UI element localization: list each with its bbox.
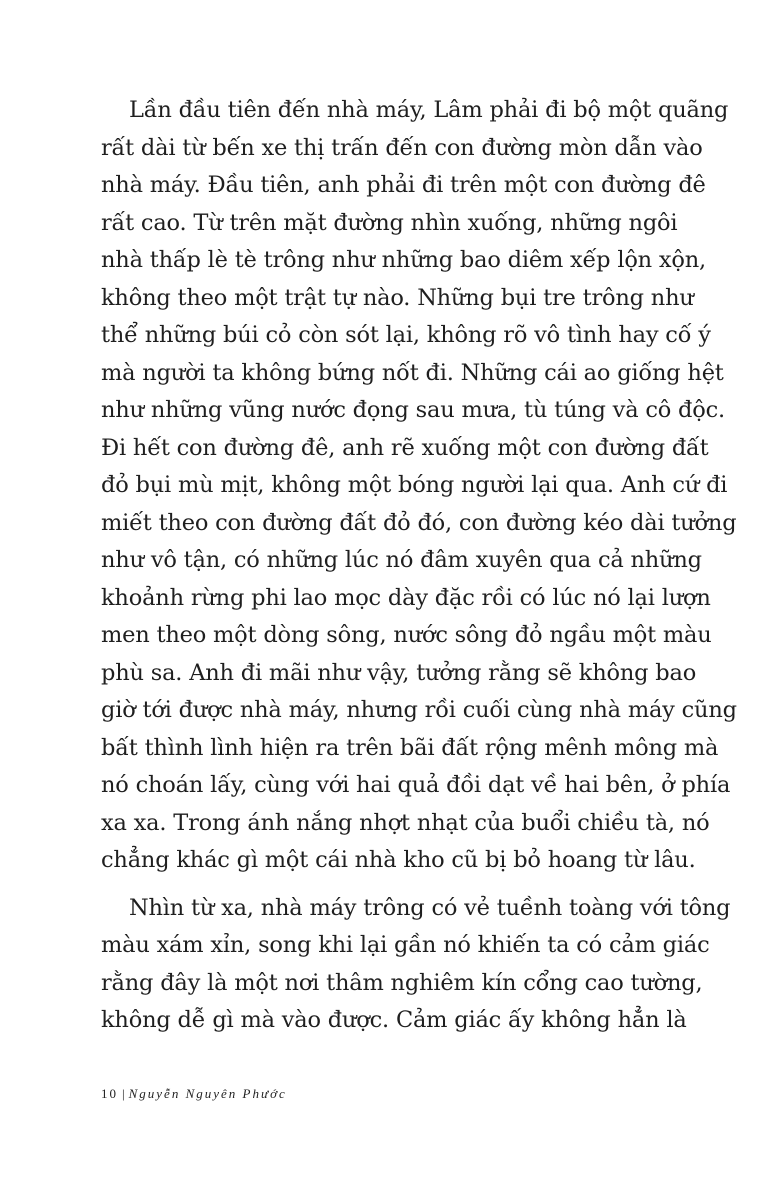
text-line: mà người ta không bứng nốt đi. Những cái ao giống hệt <box>101 359 724 386</box>
text-line: phù sa. Anh đi mãi như vậy, tưởng rằng sẽ không bao <box>101 659 697 686</box>
text-line: nhà thấp lè tè trông như những bao diêm xếp lộn xộn, <box>101 247 706 273</box>
text-line: không dễ gì mà vào được. Cảm giác ấy không hẳn là <box>101 1007 687 1033</box>
text-line: giờ tới được nhà máy, nhưng rồi cuối cùng nhà máy cũng <box>101 697 737 723</box>
page-number: 10 <box>101 1086 118 1101</box>
text-line: xa xa. Trong ánh nắng nhợt nhạt của buổi chiều tà, nó <box>101 809 710 836</box>
text-line: không theo một trật tự nào. Những bụi tre trông như <box>101 284 694 311</box>
text-line: nhà máy. Đầu tiên, anh phải đi trên một con đường đê <box>101 172 706 198</box>
text-line: men theo một dòng sông, nước sông đỏ ngầu một màu <box>101 622 712 648</box>
text-line: Đi hết con đường đê, anh rẽ xuống một con đường đất <box>101 434 709 461</box>
page-footer <box>101 1086 287 1102</box>
text-line: bất thình lình hiện ra trên bãi đất rộng mênh mông mà <box>101 734 719 761</box>
paragraph <box>101 92 737 880</box>
text-line: màu xám xỉn, song khi lại gần nó khiến ta có cảm giác <box>101 932 710 958</box>
text-line: thể những búi cỏ còn sót lại, không rõ vô tình hay cố ý <box>101 322 711 348</box>
text-line: đỏ bụi mù mịt, không một bóng người lại qua. Anh cứ đi <box>101 472 728 498</box>
footer-separator: | <box>122 1086 127 1101</box>
text-line: như vô tận, có những lúc nó đâm xuyên qua cả những <box>101 547 702 573</box>
text-line: rất cao. Từ trên mặt đường nhìn xuống, những ngôi <box>101 209 678 236</box>
text-line: như những vũng nước đọng sau mưa, tù túng và cô độc. <box>101 397 725 423</box>
text-line: Nhìn từ xa, nhà máy trông có vẻ tuềnh toàng với tông <box>129 894 731 921</box>
text-line: chẳng khác gì một cái nhà kho cũ bị bỏ hoang từ lâu. <box>101 847 696 873</box>
text-line: khoảnh rừng phi lao mọc dày đặc rồi có lúc nó lại lượn <box>101 584 711 611</box>
paragraph-gap <box>101 880 668 890</box>
body-text <box>101 92 737 1040</box>
text-line: miết theo con đường đất đỏ đó, con đường kéo dài tưởng <box>101 509 737 536</box>
text-line: rằng đây là một nơi thâm nghiêm kín cổng cao tường, <box>101 969 703 996</box>
author-name: Nguyễn Nguyên Phước <box>128 1086 287 1101</box>
text-line: Lần đầu tiên đến nhà máy, Lâm phải đi bộ một quãng <box>129 97 729 123</box>
paragraph <box>101 890 731 1040</box>
text-line: rất dài từ bến xe thị trấn đến con đường mòn dẫn vào <box>101 134 703 161</box>
text-line: nó choán lấy, cùng với hai quả đồi dạt về hai bên, ở phía <box>101 772 731 798</box>
